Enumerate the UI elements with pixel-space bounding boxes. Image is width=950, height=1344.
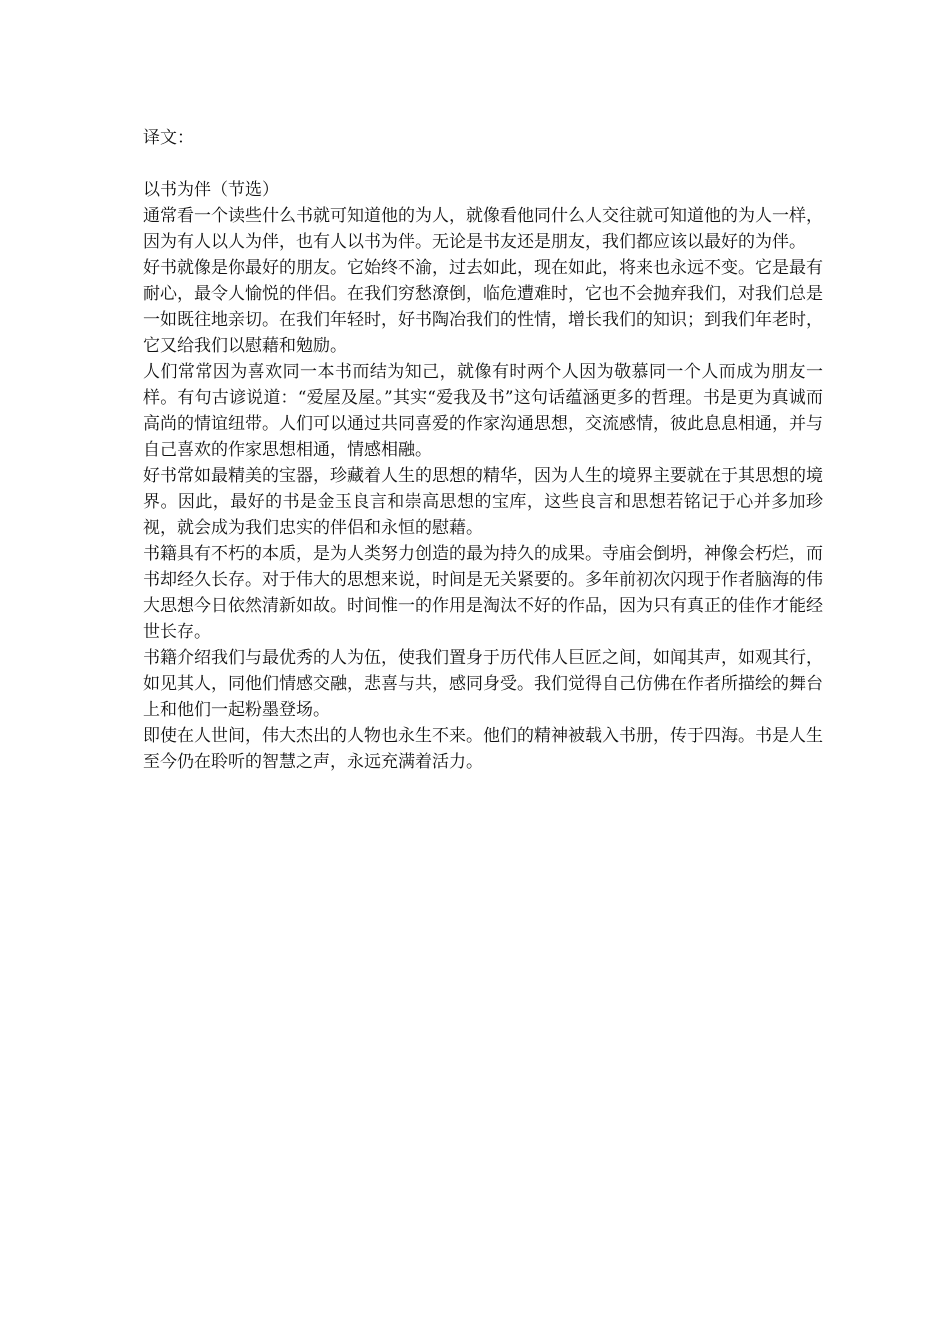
paragraph: 即使在人世间，伟大杰出的人物也永生不来。他们的精神被载入书册，传于四海。书是人生至今仍在聆听的智慧之声，永远充满着活力。 bbox=[143, 726, 823, 772]
paragraph: 好书常如最精美的宝器，珍藏着人生的思想的精华，因为人生的境界主要就在于其思想的境界。因此，最好的书是金玉良言和崇高思想的宝库，这些良言和思想若铭记于心并多加珍视，就会成为我们忠实的伴侣和永恒的慰藉。 bbox=[143, 466, 823, 538]
paragraph: 书籍具有不朽的本质，是为人类努力创造的最为持久的成果。寺庙会倒坍，神像会朽烂，而书却经久长存。对于伟大的思想来说，时间是无关紧要的。多年前初次闪现于作者脑海的伟大思想今日依然清新如故。时间惟一的作用是淘汰不好的作品，因为只有真正的佳作才能经世长存。 bbox=[143, 544, 823, 642]
paragraph: 人们常常因为喜欢同一本书而结为知己，就像有时两个人因为敬慕同一个人而成为朋友一样。有句古谚说道：“爱屋及屋。”其实“爱我及书”这句话蕴涵更多的哲理。书是更为真诚而高尚的情谊纽带。人们可以通过共同喜爱的作家沟通思想，交流感情，彼此息息相通，并与自己喜欢的作家思想相通，情感相融。 bbox=[143, 362, 823, 460]
document-body bbox=[143, 125, 823, 775]
paragraph: 通常看一个读些什么书就可知道他的为人，就像看他同什么人交往就可知道他的为人一样，因为有人以人为伴，也有人以书为伴。无论是书友还是朋友，我们都应该以最好的为伴。 bbox=[143, 206, 823, 252]
translation-label: 译文： bbox=[143, 128, 194, 148]
document-title: 以书为伴（节选） bbox=[143, 180, 279, 200]
paragraph: 好书就像是你最好的朋友。它始终不渝，过去如此，现在如此，将来也永远不变。它是最有耐心，最令人愉悦的伴侣。在我们穷愁潦倒，临危遭难时，它也不会抛弃我们，对我们总是一如既往地亲切。在我们年轻时，好书陶冶我们的性情，增长我们的知识；到我们年老时，它又给我们以慰藉和勉励。 bbox=[143, 258, 823, 356]
paragraph: 书籍介绍我们与最优秀的人为伍，使我们置身于历代伟人巨匠之间，如闻其声，如观其行，如见其人，同他们情感交融，悲喜与共，感同身受。我们觉得自己仿佛在作者所描绘的舞台上和他们一起粉墨登场。 bbox=[143, 648, 823, 720]
